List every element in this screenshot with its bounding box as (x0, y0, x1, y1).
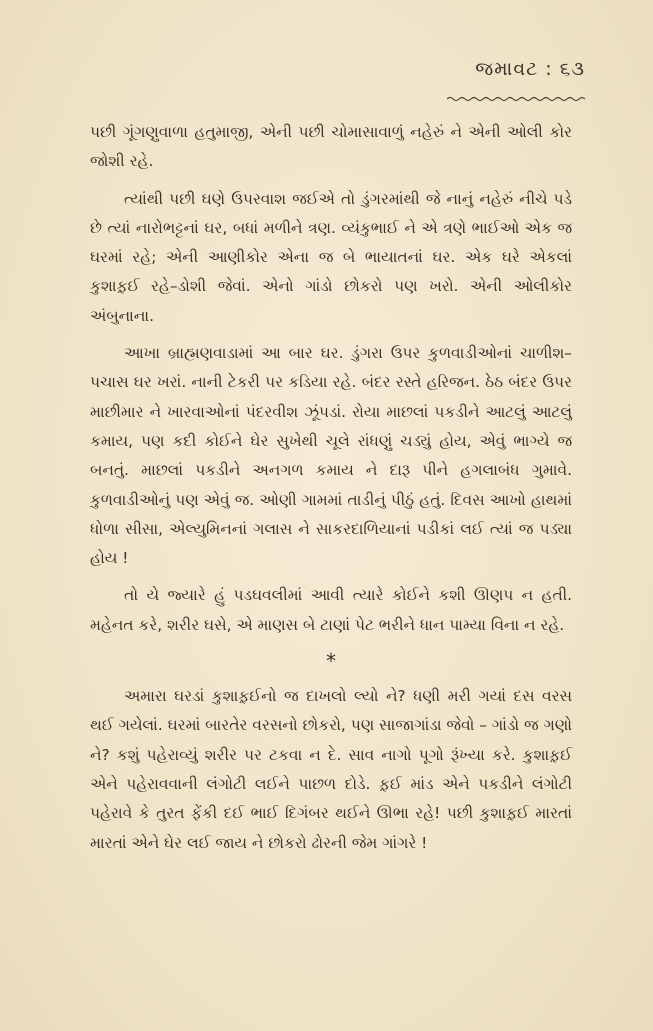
paragraph-1: પછી ગૂંગણુવાળા હતુમાજી, એની પછી ચોમાસાવાળું નહેરું ને એની ઓલી કોર જોશી રહે. (90, 123, 572, 171)
paragraph-2: ત્યાંથી પછી ઘણે ઉપરવાશ જઈએ તો ડુંગરમાંથી જે નાનું નહેરું નીચે પડે છે ત્યાં નારોભટ્ટનાં ઘર, બધાં મળીને ત્રણ. વ્યંકુભાઈ ને એ ત્રણે ભાઈઓ એક જ ઘરમાં રહે; એની આણીકોર એના જ બે ભાયાતનાં ઘર. એક ઘરે એકલાં કુશાફ઼ઈ રહે–ડોશી જેવાં. એનો ગાંડો છોકરો પણ ખરો. એની ઓલીકોર અંબુનાના. (90, 189, 572, 325)
paragraph-5: અમારા ઘરડાં કુશાફ઼ઈનો જ દાખલો લ્યો ને? ધણી મરી ગયાં દસ વરસ થઈ ગયેલાં. ઘરમાં બારતેર વરસનો છોકરો, પણ સાજાગાંડા જેવો – ગાંડો જ ગણો ને? કશું પહેરાવ્યું શરીર પર ટકવા ન દે. સાવ નાગો પૂગો રૂંખ્યા કરે. કુશાફ઼ઈ એને પહેરાવવાની લંગોટી લઈને પાછળ દોડે. ફ઼ઈ માંડ એને પકડીને લંગોટી પહેરાવે કે તુરત ફેંકી દઈ ભાઈ દિગંબર થઈને ઊભા રહે! પછી કુશાફ઼ઈ મારતાં મારતાં એને ઘેર લઈ જાય ને છોકરો ઢોરની જેમ ગાંગરે ! (90, 687, 573, 852)
page-body (90, 118, 572, 866)
paragraph-4: તો યે જ્યારે હું પડઘવલીમાં આવી ત્યારે કોઈને કશી ઊણપ ન હતી. મહેનત કરે, શરીર ઘસે, એ માણસ બે ટાણાં પેટ ભરીને ધાન પામ્યા વિના ન રહે. (90, 586, 572, 634)
paragraph-3: આખા બ્રાહ્મણવાડામાં આ બાર ઘર. ડુંગરા ઉપર કુળવાડીઓનાં ચાળીશ–પચાસ ઘર ખરાં. નાની ટેકરી પર કડિયા રહે. બંદર રસ્તે હરિજન. ઠેઠ બંદર ઉપર માછીમાર ને ખારવાઓનાં પંદરવીશ ઝૂંપડાં. રોયા માછલાં પકડીને આટલું આટલું કમાય, પણ કદી કોઈને ઘેર સુખેથી ચૂલે રાંધણું ચડ્યું હોય, એવું ભાગ્યે જ બનતું. માછલાં પકડીને અનગળ કમાય ને દારૂ પીને હગલાબંધ ગુમાવે. કુળવાડીઓનું પણ એવું જ. ઓણી ગામમાં તાડીનું પીઠું હતું. દિવસ આખો હાથમાં ધોળા સીસા, એલ્યુમિનનાં ગલાસ ને સાકરદાળિયાનાં પડીકાં લઈ ત્યાં જ પડ્યા હોય ! (90, 344, 572, 568)
running-header: જમાવટ : ૬૩ (475, 58, 585, 80)
section-separator: * (326, 649, 336, 674)
header-wavy-underline (447, 96, 585, 102)
